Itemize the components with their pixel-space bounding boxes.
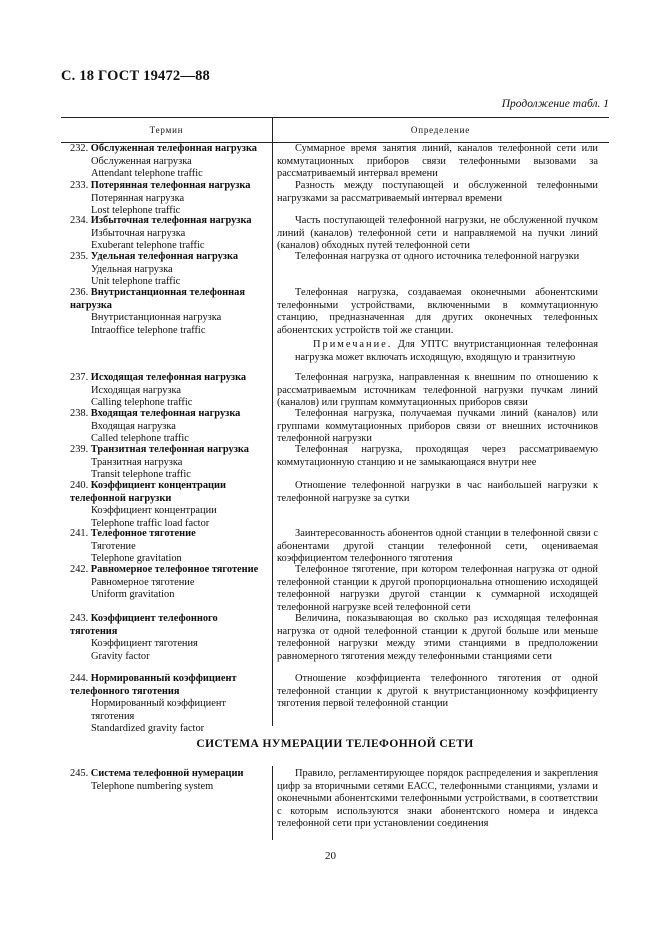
term-239: 239. Транзитная телефонная нагрузка Транзитная нагрузка Transit telephone traffic [70,444,249,481]
definition-236: Телефонная нагрузка, создаваемая оконечными абонентскими телефонными устройствами, включенными в коммутационную станцию, предназначенная для других оконечных телефонных абонентских устройств той же станции. Примечание. Для УПТС внутристанционная телефонная нагрузка может включать исходящую, входящую и транзитную [277,287,598,363]
term-234: 234. Избыточная телефонная нагрузка Избыточная нагрузка Exuberant telephone traffic [70,215,252,252]
table-continued-label: Продолжение табл. 1 [501,98,609,110]
definition-237: Телефонная нагрузка, направленная к внешним по отношению к рассматриваемым источникам телефонной нагрузки пучкам линий (каналов) или группам коммутационных приборов связи [277,372,598,409]
column-header-definition: Определение [410,125,471,135]
note-label: Примечание. [313,339,393,351]
column-divider-2 [272,766,273,840]
column-header-term: Термин [61,118,273,142]
column-divider [272,141,273,726]
definition-241: Заинтересованность абонентов одной станции в телефонной связи с абонентами другой станции телефонной сети, оцениваемая коэффициентом телефонного тяготения [277,528,598,565]
definition-243: Величина, показывающая во сколько раз исходящая телефонная нагрузка от одной телефонной станции к другой больше или меньше телефонной нагрузки между этими станциями в предположении равномерного тяготения между телефонными станциями сети [277,613,598,662]
term-245: 245. Система телефонной нумерации Telephone numbering system [70,768,244,792]
definition-244: Отношение коэффициента телефонного тяготения от одной телефонной станции к другой к внутристанционному коэффициенту тяготения первой телефонной станции [277,673,598,710]
term-240: 240. Коэффициент концентрации телефонной нагрузки Коэффициент концентрации Telephone traffic load factor [70,480,226,529]
definition-239: Телефонная нагрузка, проходящая через рассматриваемую коммутационную станцию и не замыкающаяся внутри нее [277,444,598,468]
definition-242: Телефонное тяготение, при котором телефонная нагрузка от одной телефонной станции к другой пропорциональна отношению исходящей телефонной нагрузки другой станции к суммарной исходящей телефонной нагрузке всей телефонной сети [277,564,598,613]
term-233: 233. Потерянная телефонная нагрузка Потерянная нагрузка Lost telephone traffic [70,180,251,217]
table-header [61,117,609,143]
page-number: 20 [325,850,336,862]
term-244: 244. Нормированный коэффициент телефонного тяготения Нормированный коэффициент тяготения Standardized gravity factor [70,673,237,735]
definition-240: Отношение телефонной нагрузки в час наибольшей нагрузки к телефонной нагрузке за сутки [277,480,598,504]
definition-232: Суммарное время занятия линий, каналов телефонной сети или коммутационных приборов связи телефонными вызовами за рассматриваемый интервал времени [277,143,598,180]
term-232: 232. Обслуженная телефонная нагрузка Обслуженная нагрузка Attendant telephone traffic [70,143,257,180]
definition-234: Часть поступающей телефонной нагрузки, не обслуженной пучком линий (каналов) телефонной сети и направляемой на пучки линий (каналов) обходных путей телефонной сети [277,215,598,252]
definition-233: Разность между поступающей и обслуженной телефонными нагрузками за рассматриваемый интервал времени [277,180,598,204]
term-241: 241. Телефонное тяготение Тяготение Telephone gravitation [70,528,196,565]
term-235: 235. Удельная телефонная нагрузка Удельная нагрузка Unit telephone traffic [70,251,239,288]
term-243: 243. Коэффициент телефонного тяготения Коэффициент тяготения Gravity factor [70,613,218,662]
section-title: СИСТЕМА НУМЕРАЦИИ ТЕЛЕФОННОЙ СЕТИ [196,738,474,750]
page-header: С. 18 ГОСТ 19472—88 [61,68,210,84]
definition-238: Телефонная нагрузка, получаемая пучками линий (каналов) или группами коммутационных приборов связи от внешних источников телефонной нагрузки [277,408,598,445]
term-237: 237. Исходящая телефонная нагрузка Исходящая нагрузка Calling telephone traffic [70,372,247,409]
definition-245: Правило, регламентирующее порядок распределения и закрепления цифр за вторичными сетями ЕАСС, телефонными станциями, узлами и оконечными абонентскими телефонными устройствами, в соответствии с которым используются знаки абонентского номера и индекса телефонной сети при установлении соединения [277,768,598,830]
term-238: 238. Входящая телефонная нагрузка Входящая нагрузка Called telephone traffic [70,408,241,445]
definition-235: Телефонная нагрузка от одного источника телефонной нагрузки [295,251,580,262]
term-242: 242. Равномерное телефонное тяготение Равномерное тяготение Uniform gravitation [70,564,259,601]
term-236: 236. Внутристанционная телефонная нагрузка Внутристанционная нагрузка Intraoffice telephone traffic [70,287,245,336]
